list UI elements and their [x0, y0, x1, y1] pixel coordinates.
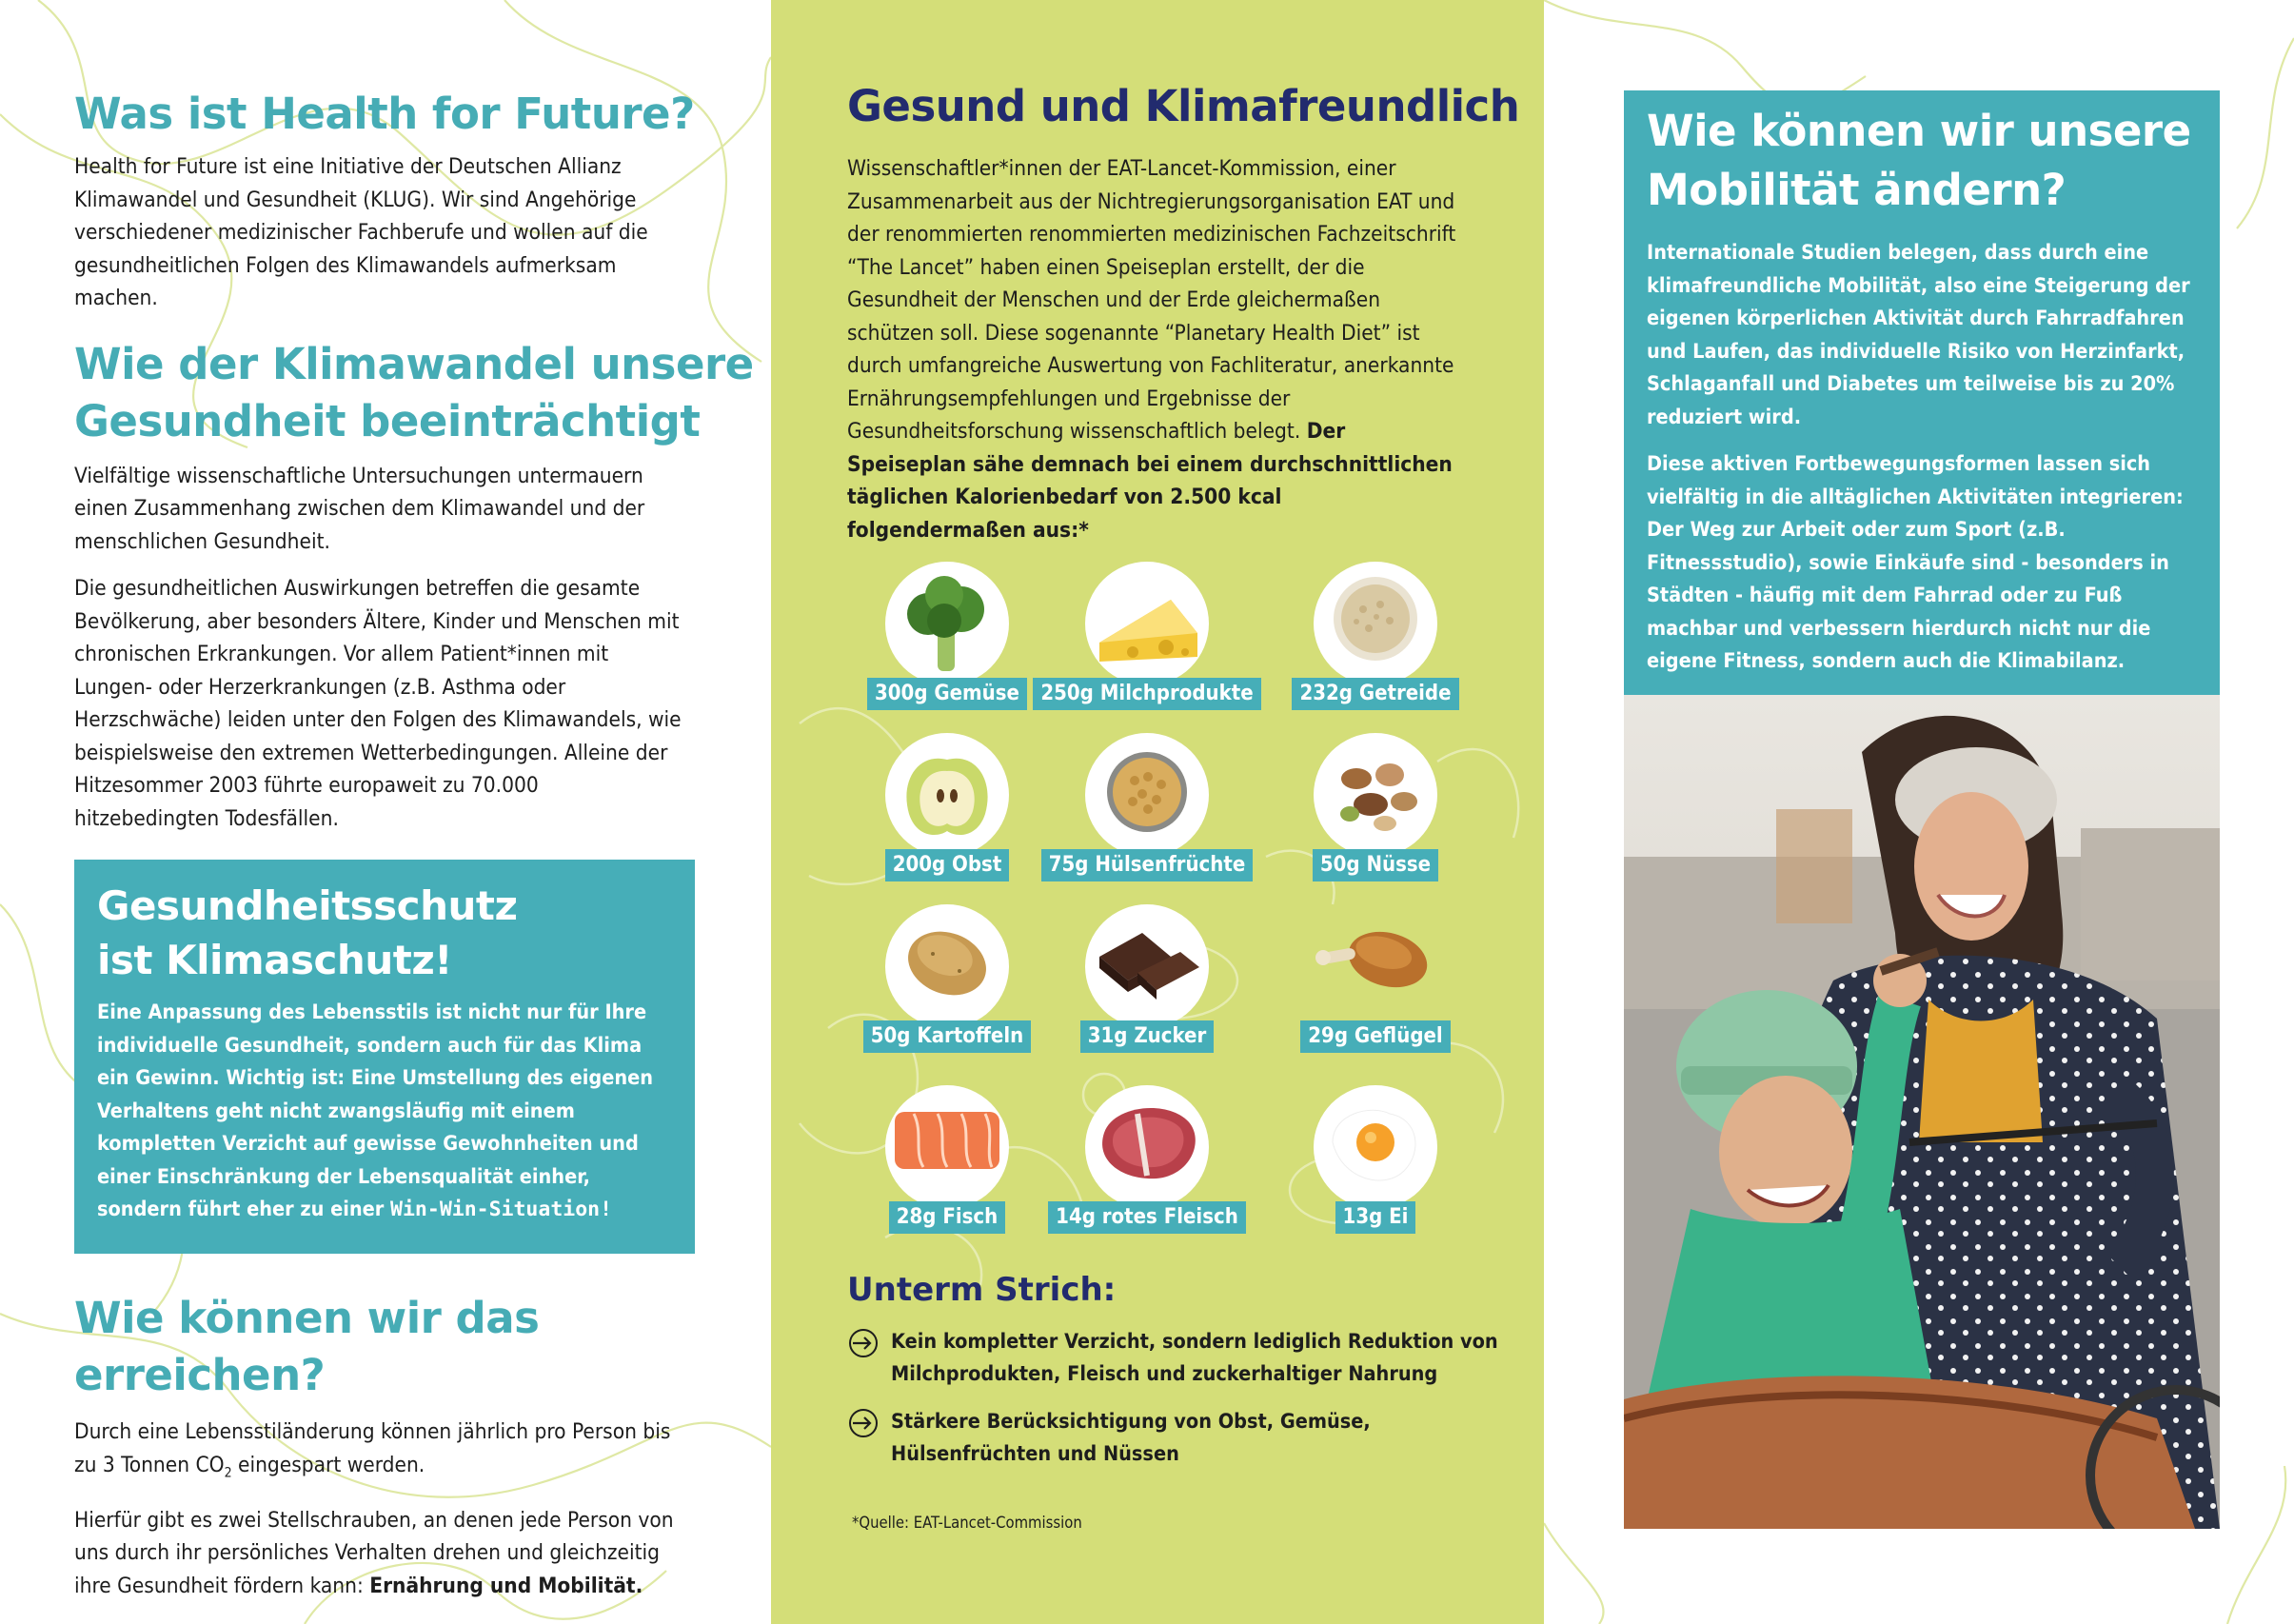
summary-bullet-text: Kein kompletter Verzicht, sondern lediglich Reduktion von Milchprodukten, Fleisch und zuckerhaltiger Nahrung — [891, 1330, 1498, 1386]
middle-panel — [771, 0, 1544, 1624]
box-paragraph-text: Eine Anpassung des Lebensstils ist nicht nur für Ihre individuelle Gesundheit, sondern auch für das Klima ein Gewinn. Wichtig ist: Eine Umstellung des eigenen Verhaltens geht nicht zwangsläufig mit einem kompletten Verzicht auf gewisse Gewohnheiten und einer Einschränkung der Lebensqualität einher, sondern führt eher zu einer — [97, 1000, 654, 1221]
food-item-nuts — [1261, 733, 1490, 881]
box-heading — [97, 879, 672, 987]
eat-lancet-paragraph — [847, 152, 1466, 546]
summary-bullet — [847, 1326, 1513, 1391]
heading-how-achieve: Wie können wir das erreichen? — [74, 1293, 540, 1400]
food-label: 250g Milchprodukte — [1033, 678, 1260, 710]
source-note: *Quelle: EAT-Lancet-Commission — [852, 1514, 1082, 1532]
intro-paragraph: Health for Future ist eine Initiative der Deutschen Allianz Klimawandel und Gesundheit (KLUG). Wir sind Angehörige verschiedener medizinischer Fachberufe und wollen auf die gesundheitlichen Folgen des Klimawandels aufmerksam machen. — [74, 154, 648, 310]
food-item-fish — [833, 1085, 1061, 1234]
eat-lancet-bold: Der Speiseplan sähe demnach bei einem durchschnittlichen täglichen Kalorienbedarf von 2.500 kcal folgendermaßen aus:* — [847, 419, 1453, 543]
arrow-circle-icon — [847, 1407, 880, 1439]
chocolate-icon — [1085, 904, 1209, 1028]
food-label: 14g rotes Fleisch — [1048, 1201, 1246, 1234]
box-heading-line1: Gesundheitsschutz — [97, 882, 518, 929]
food-item-fruit — [833, 733, 1061, 881]
steak-icon — [1085, 1085, 1209, 1209]
food-item-grains — [1261, 562, 1490, 710]
food-label: 29g Geflügel — [1300, 1020, 1450, 1053]
heading-what-is-h4f: Was ist Health for Future? — [74, 89, 695, 139]
chicken-leg-icon — [1314, 904, 1437, 1028]
mobility-heading — [1647, 102, 2197, 220]
mobility-paragraph-1: Internationale Studien belegen, dass durch eine klimafreundliche Mobilität, also eine Steigerung der eigenen körperlichen Aktivität durch Fahrradfahren und Laufen, das individuelle Risiko von Herzinfarkt, Schlaganfall und Diabetes um teilweise bis zu 20% reduziert wird. — [1647, 241, 2190, 429]
summary-bullet-text: Stärkere Berücksichtigung von Obst, Gemüse, Hülsenfrüchten und Nüssen — [891, 1410, 1371, 1466]
nuts-icon — [1314, 733, 1437, 857]
food-item-poultry — [1261, 904, 1490, 1053]
impacts-paragraph: Die gesundheitlichen Auswirkungen betreffen die gesamte Bevölkerung, aber besonders Ältere, Kinder und Menschen mit chronischen Erkrankungen. Vor allem Patient*innen mit Lungen- oder Herzerkrankungen (z.B. Asthma oder Herzschwäche) leiden unter den Folgen des Klimawandels, wie beispielsweise den extremen Wetterbedingungen. Alleine der Hitzesommer 2003 führte europaweit zu 70.000 hitzebedingten Todesfällen. — [74, 576, 682, 831]
food-label: 50g Kartoffeln — [863, 1020, 1031, 1053]
food-label: 200g Obst — [885, 849, 1010, 881]
heading-healthy-climate: Gesund und Klimafreundlich — [847, 81, 1520, 131]
broccoli-icon — [885, 562, 1009, 685]
food-item-potatoes — [833, 904, 1061, 1053]
research-paragraph: Vielfältige wissenschaftliche Untersuchungen untermauern einen Zusammenhang zwischen dem Klimawandel und der menschlichen Gesundheit. — [74, 463, 645, 554]
co2-paragraph — [74, 1416, 683, 1490]
co2-subscript: 2 — [224, 1465, 232, 1480]
food-label: 300g Gemüse — [867, 678, 1027, 710]
mobility-paragraph-2: Diese aktiven Fortbewegungsformen lassen sich vielfältig in die alltäglichen Aktivitäten integrieren: Der Weg zur Arbeit oder zum Sport (z.B. Fitnessstudio), sowie Einkäufe sind - besonders in Städten - häufig mit dem Fahrrad oder zu Fuß machbar und verbessern hierdurch nicht nur die eigene Fitness, sondern auch die Klimabilanz. — [1647, 452, 2184, 673]
mobility-heading-line1: Wie können wir unsere — [1647, 106, 2191, 156]
co2-text: Durch eine Lebensstiländerung können jährlich pro Person bis zu 3 Tonnen CO — [74, 1419, 671, 1477]
fried-egg-icon — [1314, 1085, 1437, 1209]
mobility-box — [1624, 90, 2220, 696]
co2-text-end: eingespart werden. — [231, 1452, 425, 1477]
potato-icon — [885, 904, 1009, 1028]
food-item-red-meat — [1033, 1085, 1261, 1234]
food-label: 13g Ei — [1335, 1201, 1416, 1234]
legumes-bowl-icon — [1085, 733, 1209, 857]
heading-climate-health — [74, 336, 771, 450]
mother-child-cargo-bike-photo — [1624, 695, 2220, 1529]
food-label: 232g Getreide — [1292, 678, 1458, 710]
food-item-sugar — [1033, 904, 1261, 1053]
food-item-legumes — [1033, 733, 1261, 881]
heading-climate-health-line1: Wie der Klimawandel unsere — [74, 338, 754, 389]
eat-lancet-text: Wissenschaftler*innen der EAT-Lancet-Kommission, einer Zusammenarbeit aus der Nichtregierungsorganisation EAT und der renommierten renommierten medizinischen Fachzeitschrift “The Lancet” haben einen Speiseplan erstellt, der die Gesundheit der Menschen und der Erde gleichermaßen schützen soll. Diese sogenannte “Planetary Health Diet” ist durch umfangreiche Auswertung von Fachliteratur, anerkannte Ernährungsempfehlungen und Ergebnisse der Gesundheitsforschung wissenschaftlich belegt. — [847, 156, 1456, 444]
heading-climate-health-line2: Gesundheit beeinträchtigt — [74, 395, 701, 446]
arrow-circle-icon — [847, 1327, 880, 1359]
salmon-icon — [885, 1085, 1009, 1209]
grain-bowl-icon — [1314, 562, 1437, 685]
food-label: 75g Hülsenfrüchte — [1041, 849, 1254, 881]
health-protection-box — [74, 860, 695, 1254]
apple-icon — [885, 733, 1009, 857]
achieve-section — [74, 1290, 722, 1602]
box-paragraph — [97, 997, 672, 1227]
box-paragraph-bold: Win-Win-Situation! — [390, 1198, 613, 1221]
levers-text: Hierfür gibt es zwei Stellschrauben, an denen jede Person von uns durch ihr persönliches Verhalten drehen und gleichzeitig ihre Gesundheit fördern kann: — [74, 1507, 674, 1598]
mobility-heading-line2: Mobilität ändern? — [1647, 165, 2067, 215]
box-heading-line2: ist Klimaschutz! — [97, 937, 452, 983]
food-item-dairy — [1033, 562, 1261, 710]
summary-bullet — [847, 1406, 1513, 1471]
planetary-diet-grid — [833, 562, 1461, 1247]
summary-heading: Unterm Strich: — [847, 1271, 1117, 1309]
cheese-icon — [1085, 562, 1209, 685]
levers-paragraph — [74, 1504, 683, 1603]
food-item-egg — [1261, 1085, 1490, 1234]
food-label: 31g Zucker — [1080, 1020, 1215, 1053]
right-panel — [1544, 0, 2294, 1624]
left-panel — [0, 0, 771, 1624]
food-label: 50g Nüsse — [1313, 849, 1438, 881]
food-label: 28g Fisch — [889, 1201, 1006, 1234]
levers-bold: Ernährung und Mobilität. — [369, 1573, 643, 1598]
food-item-vegetables — [833, 562, 1061, 710]
summary-section — [847, 1271, 1513, 1486]
